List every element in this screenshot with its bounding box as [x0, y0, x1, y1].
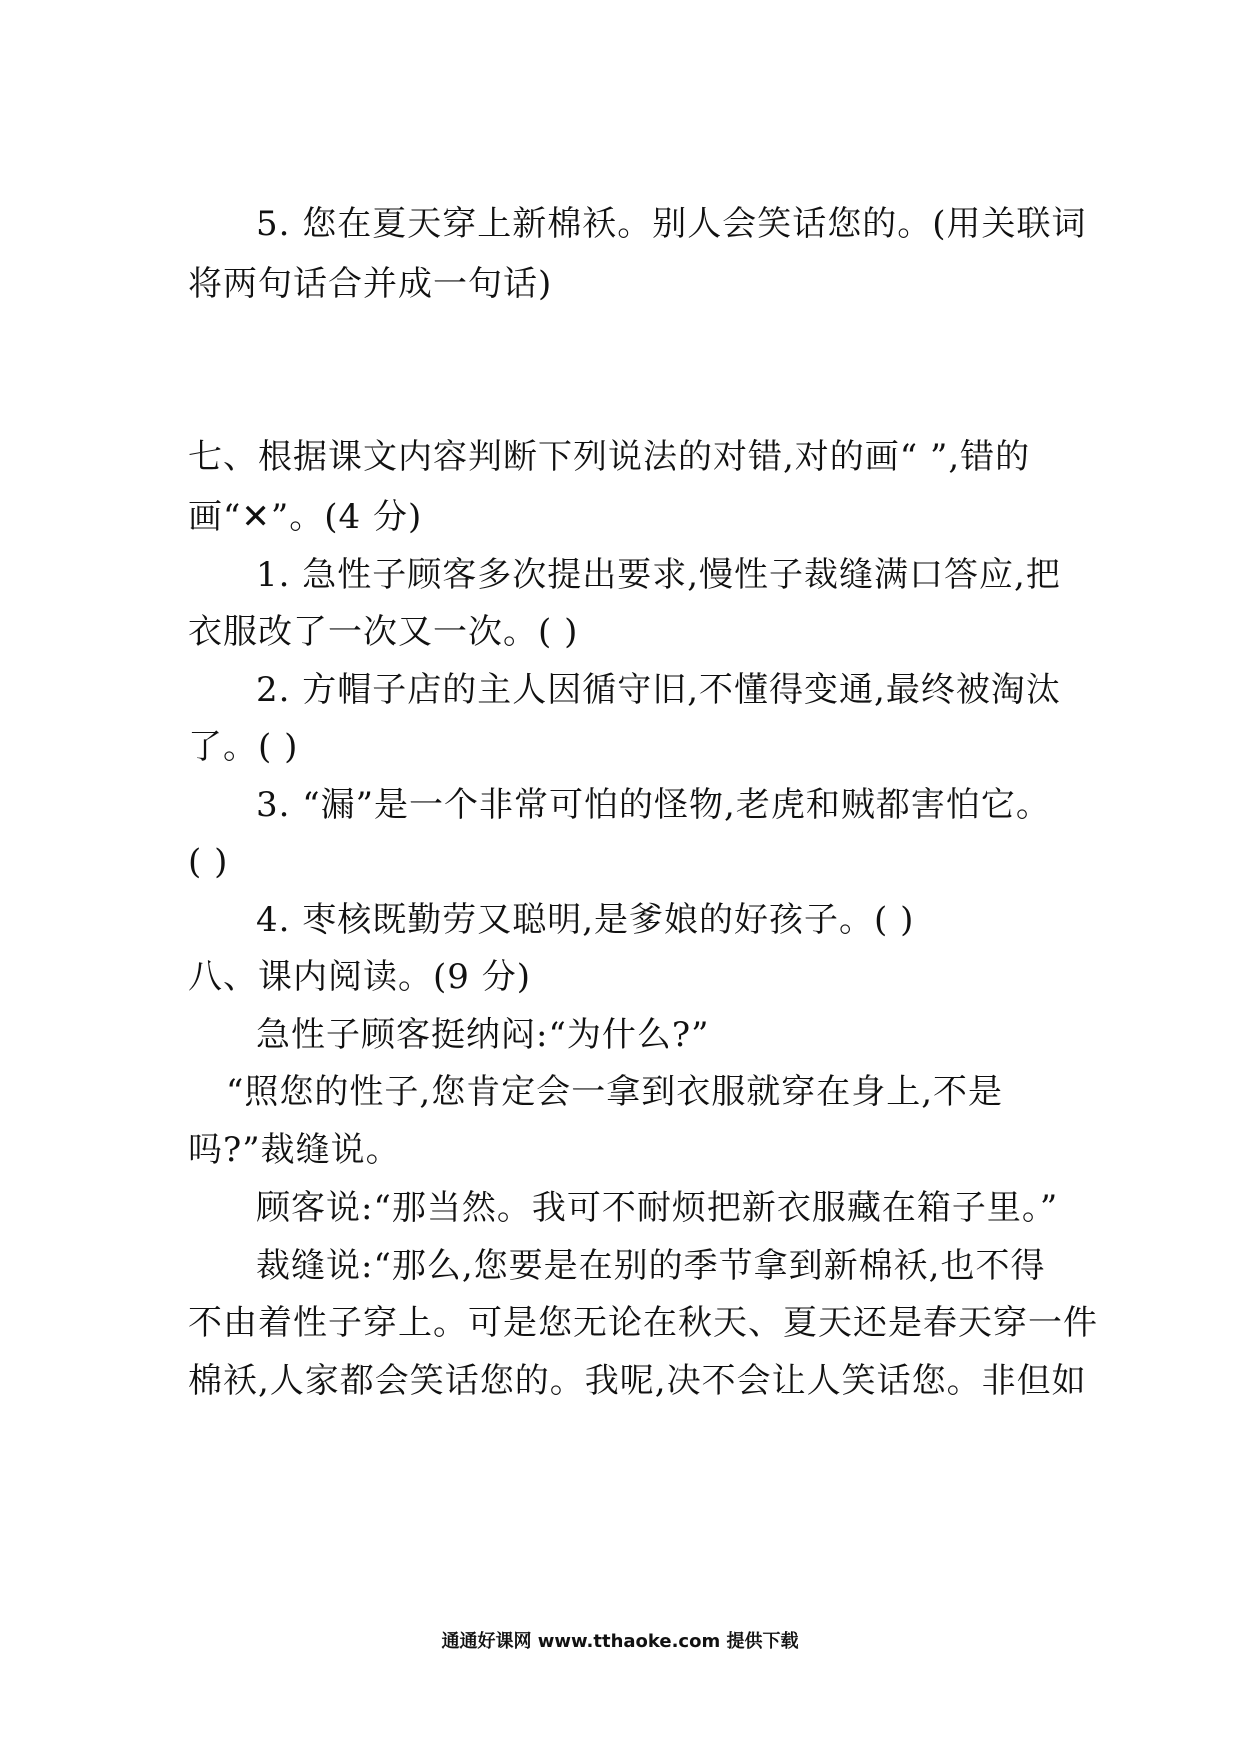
footer-download-notice: 通通好课网 www.tthaoke.com 提供下载 [441, 1631, 799, 1652]
passage-line-3: 吗?”裁缝说。 [188, 1130, 401, 1170]
section8-heading: 八、课内阅读。(9 分) [188, 957, 531, 997]
section7-item3-line2: ( ) [188, 842, 229, 882]
section7-item1-line1: 1. 急性子顾客多次提出要求,慢性子裁缝满口答应,把 [256, 555, 1061, 595]
section7-item3-line1: 3. “漏”是一个非常可怕的怪物,老虎和贼都害怕它。 [256, 785, 1051, 825]
section7-item4-line1: 4. 枣核既勤劳又聪明,是爹娘的好孩子。( ) [256, 900, 915, 940]
passage-line-6: 不由着性子穿上。可是您无论在秋天、夏天还是春天穿一件 [188, 1303, 1098, 1343]
passage-line-2: “照您的性子,您肯定会一拿到衣服就穿在身上,不是 [226, 1072, 1003, 1112]
q6-item5-line1: 5. 您在夏天穿上新棉袄。别人会笑话您的。(用关联词 [256, 204, 1087, 244]
q6-item5-line2: 将两句话合并成一句话) [188, 264, 553, 304]
section7-item2-line1: 2. 方帽子店的主人因循守旧,不懂得变通,最终被淘汰 [256, 670, 1061, 710]
passage-line-7: 棉袄,人家都会笑话您的。我呢,决不会让人笑话您。非但如 [188, 1361, 1087, 1401]
section7-heading-line2: 画“✕”。(4 分) [188, 497, 423, 537]
section7-item2-line2: 了。( ) [188, 727, 299, 767]
passage-line-4: 顾客说:“那当然。我可不耐烦把新衣服藏在箱子里。” [256, 1188, 1059, 1228]
passage-line-5: 裁缝说:“那么,您要是在别的季节拿到新棉袄,也不得 [256, 1246, 1046, 1286]
section7-item1-line2: 衣服改了一次又一次。( ) [188, 612, 579, 652]
passage-line-1: 急性子顾客挺纳闷:“为什么?” [256, 1015, 710, 1055]
section7-heading-line1: 七、根据课文内容判断下列说法的对错,对的画“ ”,错的 [188, 437, 1031, 477]
